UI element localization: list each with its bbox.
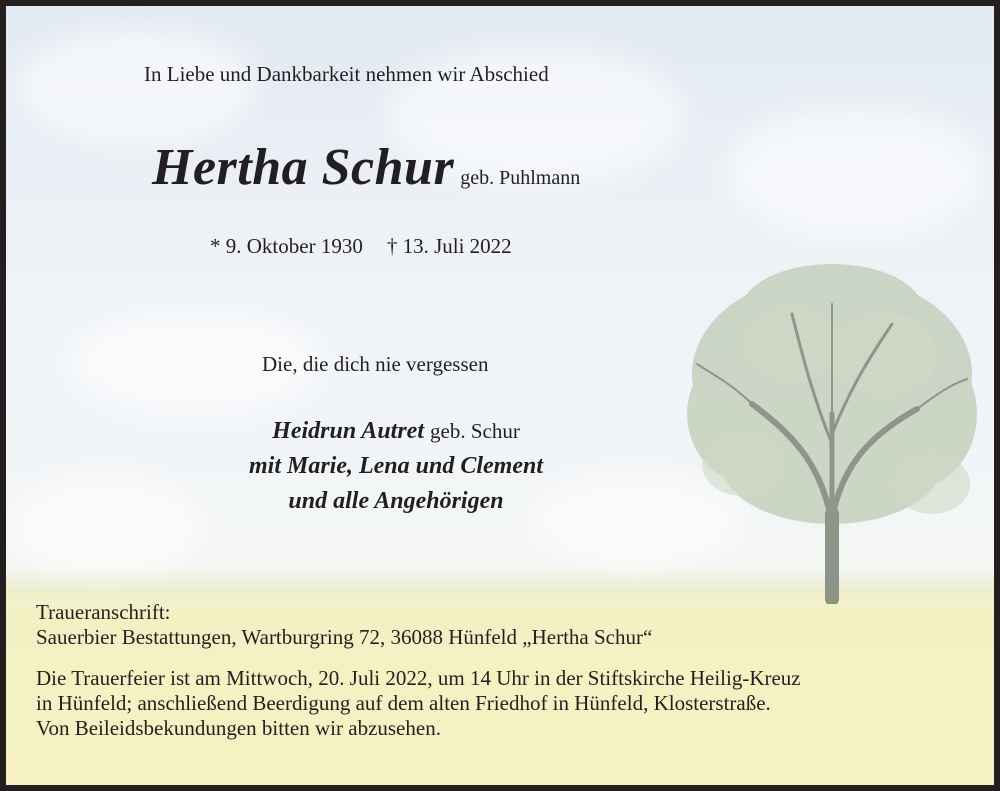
address-label: Traueranschrift: xyxy=(36,600,171,624)
life-dates xyxy=(210,234,512,259)
birth-date: * 9. Oktober 1930 xyxy=(210,234,363,258)
mourner-line xyxy=(176,414,616,449)
ceremony-line: in Hünfeld; anschließend Beerdigung auf dem alten Friedhof in Hünfeld, Klosterstraße. xyxy=(36,691,771,715)
deceased-maiden-name: geb. Puhlmann xyxy=(460,167,581,189)
deceased-name: Hertha Schur xyxy=(152,139,455,196)
intro-line: In Liebe und Dankbarkeit nehmen wir Abschied xyxy=(144,62,549,86)
address: Sauerbier Bestattungen, Wartburgring 72, 36088 Hünfeld „Hertha Schur“ xyxy=(36,625,653,649)
ceremony-line: Von Beileidsbekundungen bitten wir abzusehen. xyxy=(36,716,441,740)
cloud xyxy=(726,106,986,236)
mourner-name: Heidrun Autret xyxy=(272,418,424,444)
deceased-name-row xyxy=(152,138,580,197)
death-date: † 13. Juli 2022 xyxy=(386,234,512,258)
mourners-intro: Die, die dich nie vergessen xyxy=(262,352,489,376)
mourner-line: und alle Angehörigen xyxy=(288,488,504,514)
mourner-line: mit Marie, Lena und Clement xyxy=(248,453,544,479)
mourner-maiden-name: geb. Schur xyxy=(430,419,520,443)
notice-footer xyxy=(36,600,972,741)
ceremony-line: Die Trauerfeier ist am Mittwoch, 20. Juli 2022, um 14 Uhr in der Stiftskirche Heilig-Kreuz xyxy=(36,666,801,690)
mourners-list xyxy=(176,414,616,519)
tree-illustration xyxy=(682,264,982,604)
